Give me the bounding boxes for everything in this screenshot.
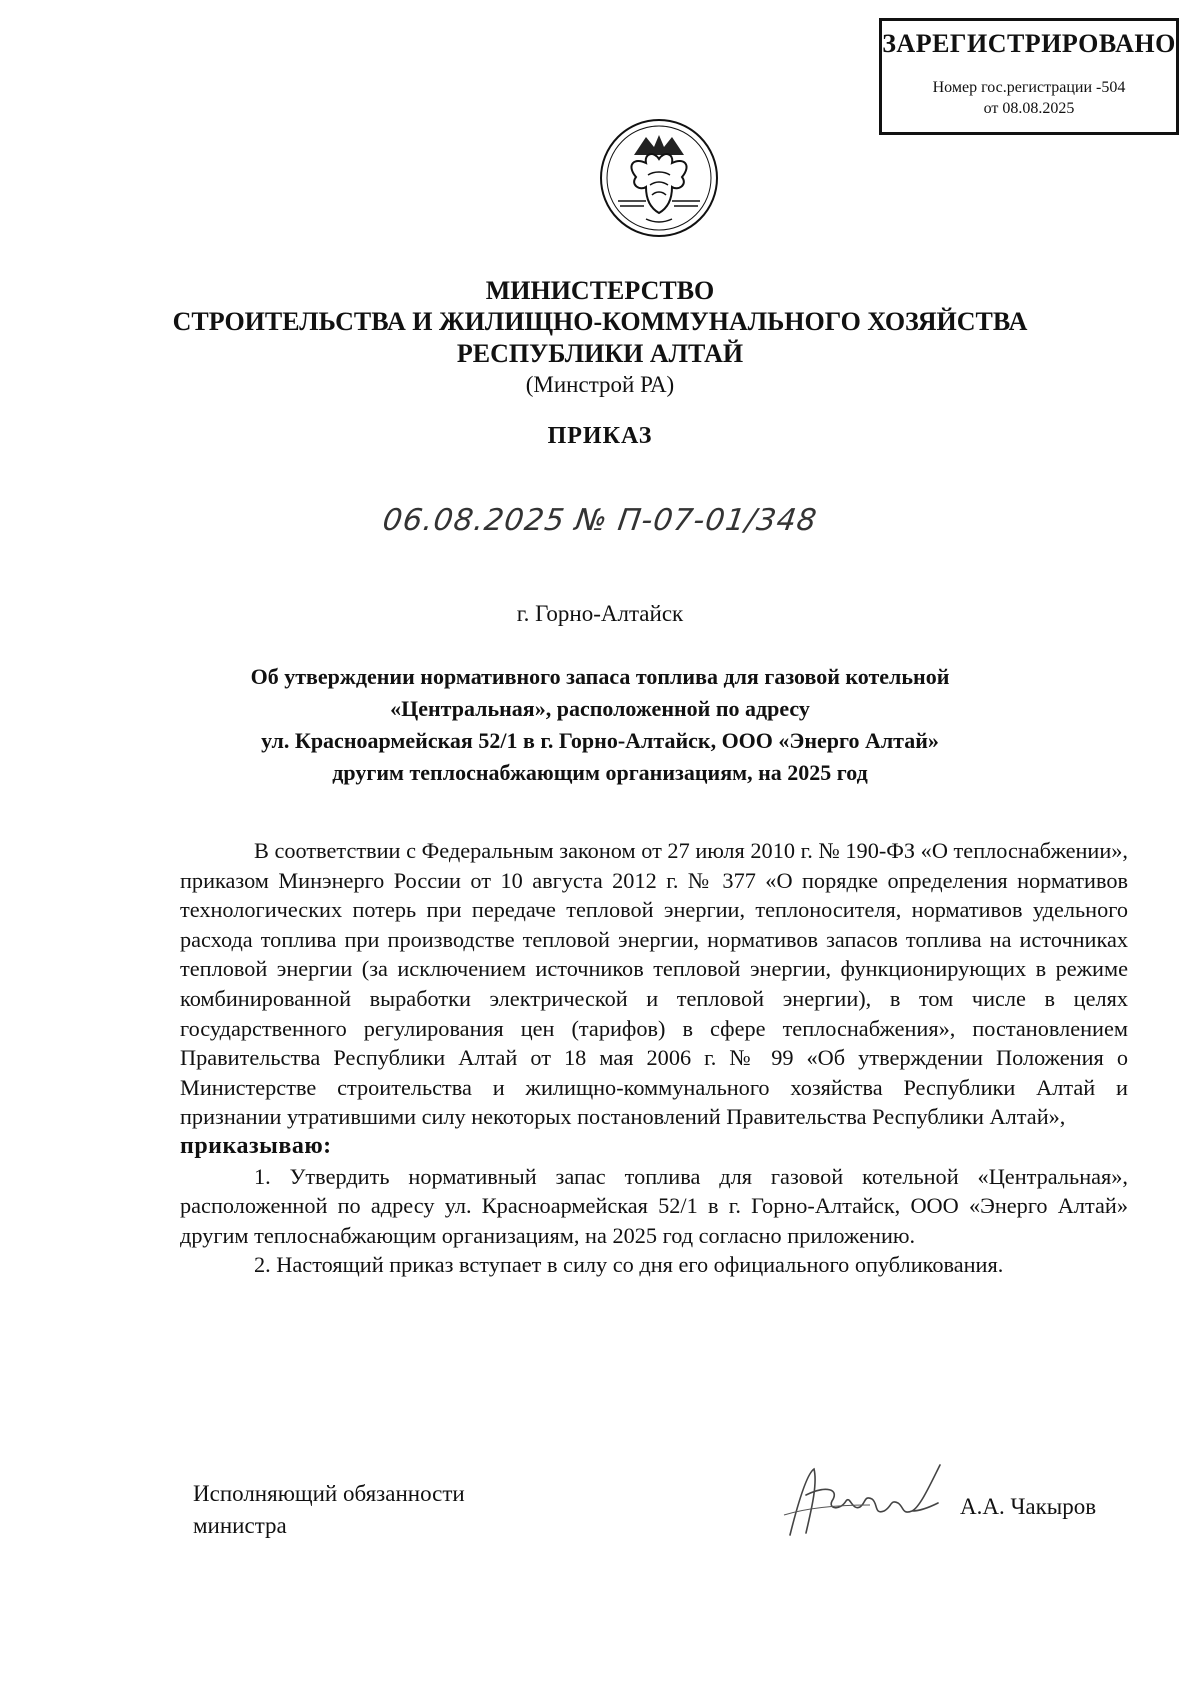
- order-date-number: 06.08.2025 № П-07-01/348: [380, 503, 820, 538]
- ministry-title-line3: РЕСПУБЛИКИ АЛТАЙ: [456, 339, 744, 368]
- order-body: [180, 836, 1128, 1280]
- order-city: г. Горно-Алтайск: [516, 601, 684, 626]
- altai-republic-emblem-icon: [596, 115, 722, 241]
- registration-stamp-title: ЗАРЕГИСТРИРОВАНО: [882, 29, 1176, 58]
- order-title: ПРИКАЗ: [547, 423, 653, 449]
- registration-date: от 08.08.2025: [983, 100, 1075, 117]
- order-item-1: 1. Утвердить нормативный запас топлива для газовой котельной «Центральная», расположенной по адресу ул. Красноармейская 52/1 в г. Горно-Алтайск, ООО «Энерго Алтай» другим теплоснабжающим организациям, на 2025 год согласно приложению.: [180, 1163, 1128, 1248]
- order-subject: [0, 661, 1200, 789]
- ministry-short-name: (Минстрой РА): [525, 372, 675, 397]
- subject-line: ул. Красноармейская 52/1 в г. Горно-Алтайск, ООО «Энерго Алтай»: [261, 728, 939, 753]
- ministry-title-line2: СТРОИТЕЛЬСТВА И ЖИЛИЩНО-КОММУНАЛЬНОГО ХОЗЯЙСТВА: [172, 307, 1028, 336]
- signer-position: [193, 1478, 465, 1542]
- signer-name: А.А. Чакыров: [960, 1494, 1097, 1519]
- registration-number: Номер гос.регистрации -504: [932, 79, 1126, 96]
- subject-line: «Центральная», расположенной по адресу: [390, 696, 810, 721]
- ministry-title-line1: МИНИСТЕРСТВО: [485, 276, 715, 305]
- order-item-2: 2. Настоящий приказ вступает в силу со дня его официального опубликования.: [254, 1252, 1004, 1278]
- handwritten-signature: [780, 1455, 965, 1545]
- order-command: приказываю:: [180, 1132, 332, 1159]
- subject-line: другим теплоснабжающим организациям, на 2025 год: [332, 760, 868, 785]
- signer-position-line1: Исполняющий обязанности: [193, 1481, 465, 1506]
- signer-position-line2: министра: [193, 1513, 287, 1538]
- registration-stamp: [879, 18, 1179, 135]
- order-preamble: В соответствии с Федеральным законом от 27 июля 2010 г. № 190-ФЗ «О теплоснабжении», приказом Минэнерго России от 10 августа 2012 г. № 377 «О порядке определения нормативов технологических потерь при передаче тепловой энергии, теплоносителя, нормативов удельного расхода топлива при производстве тепловой энергии, нормативов запасов топлива на источниках тепловой энергии (за исключением источников тепловой энергии, функционирующих в режиме комбинированной выработки электрической и тепловой энергии), в том числе в целях государственного регулирования цен (тарифов) в сфере теплоснабжения», постановлением Правительства Республики Алтай от 18 мая 2006 г. № 99 «Об утверждении Положения о Министерстве строительства и жилищно-коммунального хозяйства Республики Алтай и признании утратившими силу некоторых постановлений Правительства Республики Алтай»,: [180, 838, 1128, 1130]
- subject-line: Об утверждении нормативного запаса топлива для газовой котельной: [250, 664, 950, 689]
